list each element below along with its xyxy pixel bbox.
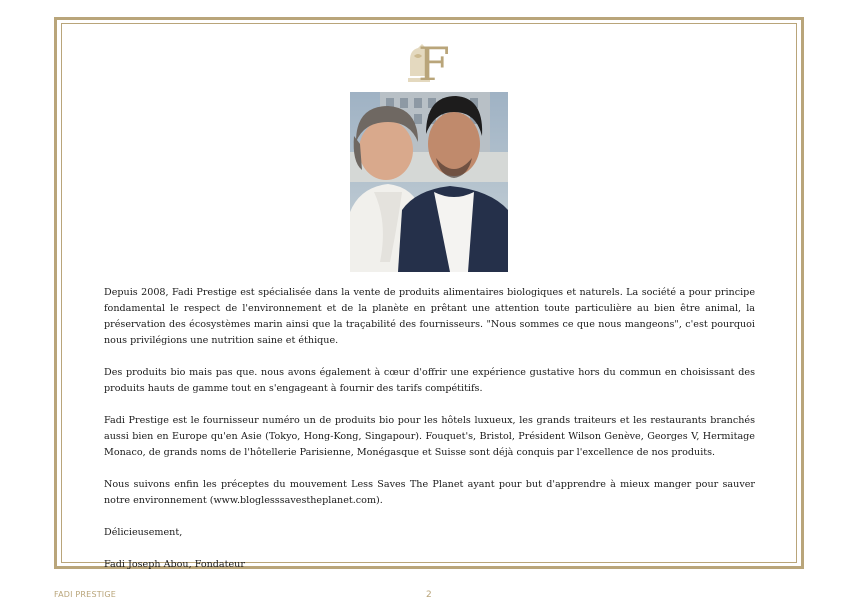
paragraph-movement: Nous suivons enfin les préceptes du mouvement Less Saves The Planet ayant pour but d'apprendre à mieux manger pour sauver notre environnement (www.bloglesssavestheplanet.com).: [104, 479, 755, 506]
paragraph-intro: Depuis 2008, Fadi Prestige est spécialisée dans la vente de produits alimentaires biologiques et naturels. La société a pour principe fondamental le respect de l'environnement et de la planète en prêtant une attention toute particulière au bien être animal, la préservation des écosystèmes marin ainsi que la traçabilité des fournisseurs. "Nous sommes ce que nous mangeons", c'est pourquoi nous privilégions une nutrition saine et éthique.: [104, 287, 755, 346]
closing-line: Délicieusement,: [104, 527, 183, 538]
paragraph-clients: Fadi Prestige est le fournisseur numéro un de produits bio pour les hôtels luxueux, les grands traiteurs et les restaurants branchés aussi bien en Europe qu'en Asie (Tokyo, Hong-Kong, Singapour). Fouquet's, Bristol, Président Wilson Genève, Georges V, Hermitage Monaco, de grands noms de l'hôtellerie Parisienne, Monégasque et Suisse sont déjà conquis par l'excellence de nos produits.: [104, 415, 755, 458]
letter-body: [104, 285, 755, 573]
fadi-prestige-crest-icon: [404, 36, 456, 88]
paragraph-products: Des produits bio mais pas que. nous avons également à cœur d'offrir une expérience gustative hors du commun en choisissant des produits hauts de gamme tout en s'engageant à fournir des tarifs compétitifs.: [104, 367, 755, 394]
founders-photo: [350, 92, 508, 272]
signature-line: Fadi Joseph Abou, Fondateur: [104, 559, 245, 570]
logo-letter: F: [418, 37, 450, 88]
page-number: 2: [426, 590, 432, 600]
footer-brand: FADI PRESTIGE: [54, 590, 117, 599]
